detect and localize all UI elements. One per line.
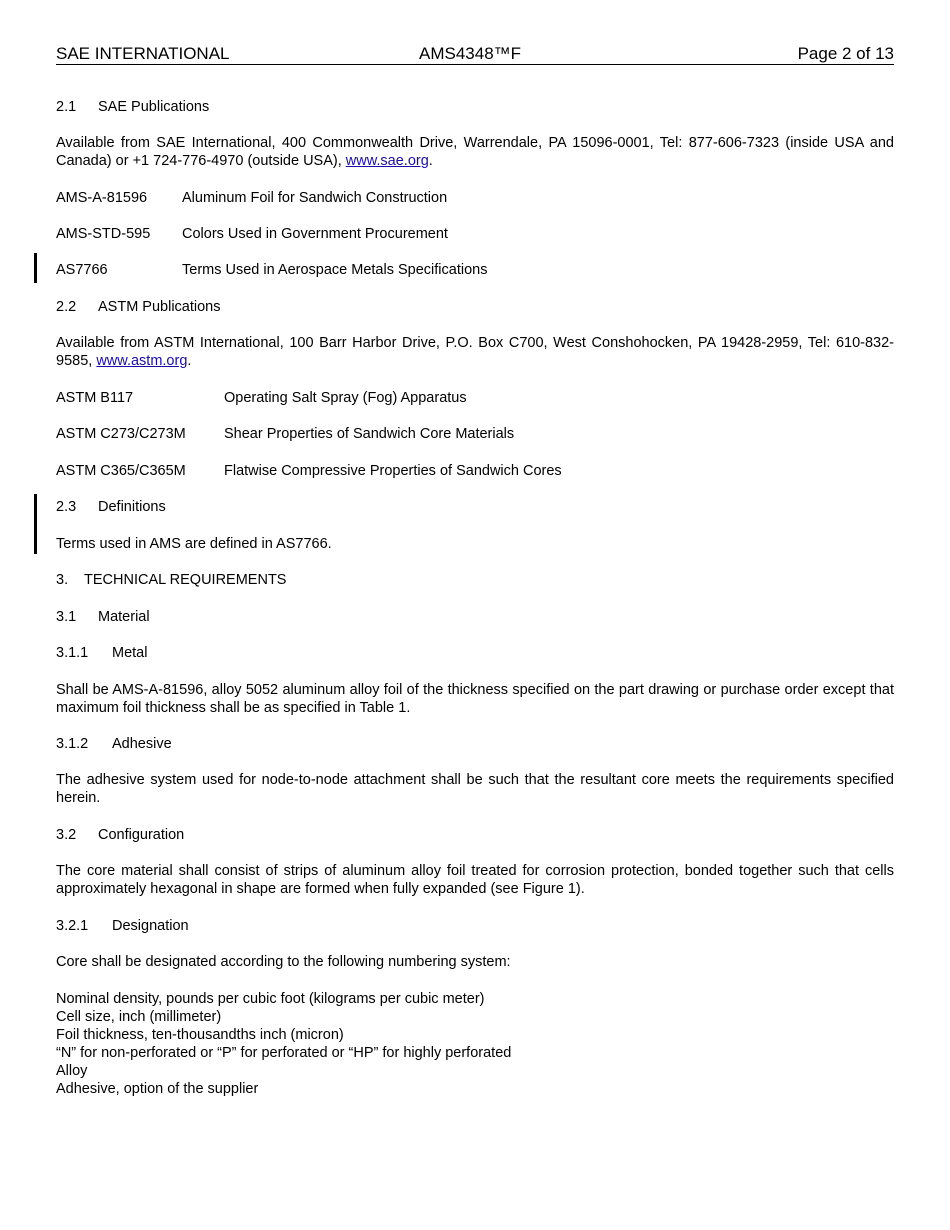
reference-code: ASTM C365/C365M — [56, 463, 186, 479]
sae-website-link[interactable]: www.sae.org — [345, 153, 429, 169]
designation-intro: Core shall be designated according to the following numbering system: — [56, 954, 511, 970]
section-2-2-heading — [56, 298, 221, 316]
section-number: 2.2 — [56, 299, 77, 315]
section-title: Definitions — [98, 499, 166, 515]
designation-list — [56, 990, 511, 1098]
section-number: 3.1.1 — [56, 645, 89, 661]
section-number: 3.2.1 — [56, 918, 89, 934]
astm-availability-paragraph: Available from ASTM International, 100 Barr Harbor Drive, P.O. Box C700, West Conshohocken, PA 19428-2959, Tel: 610-832-9585, www.astm.org. — [56, 335, 894, 369]
section-3-1-heading — [56, 608, 150, 626]
section-title: Designation — [112, 918, 189, 934]
reference-code: AS7766 — [56, 262, 108, 278]
section-3-1-1-heading — [56, 644, 147, 662]
section-number: 3.2 — [56, 827, 77, 843]
list-item: “N” for non-perforated or “P” for perforated or “HP” for highly perforated — [56, 1045, 512, 1061]
definitions-text: Terms used in AMS are defined in AS7766. — [56, 536, 332, 552]
section-number: 2.3 — [56, 499, 77, 515]
page-header — [56, 44, 894, 65]
reference-title: Colors Used in Government Procurement — [182, 226, 448, 242]
section-3-1-2-heading — [56, 735, 172, 753]
header-org: SAE INTERNATIONAL — [56, 44, 230, 63]
list-item: Cell size, inch (millimeter) — [56, 1009, 222, 1025]
paragraph-text: Available from SAE International, 400 Commonwealth Drive, Warrendale, PA 15096-0001, Tel: 877-606-7323 (inside USA and Canada) or +1 724-776-4970 (outside USA), — [56, 135, 894, 169]
reference-code: ASTM B117 — [56, 390, 134, 406]
revision-change-bar — [34, 253, 37, 283]
reference-title: Aluminum Foil for Sandwich Construction — [182, 190, 448, 206]
list-item: Nominal density, pounds per cubic foot (kilograms per cubic meter) — [56, 991, 485, 1007]
section-number: 3.1.2 — [56, 736, 89, 752]
sae-availability-paragraph: Available from SAE International, 400 Commonwealth Drive, Warrendale, PA 15096-0001, Tel: 877-606-7323 (inside USA and Canada) or +1 724-776-4970 (outside USA), www.sae.org. — [56, 135, 894, 169]
section-2-3-heading — [56, 498, 166, 516]
header-page-number: Page 2 of 13 — [797, 44, 894, 63]
section-number: 2.1 — [56, 99, 77, 115]
section-title: Material — [98, 609, 150, 625]
adhesive-paragraph: The adhesive system used for node-to-node attachment shall be such that the resultant core meets the requirements specified herein. — [56, 772, 894, 806]
configuration-paragraph: The core material shall consist of strips of aluminum alloy foil treated for corrosion protection, bonded together such that cells approximately hexagonal in shape are formed when fully expanded (see Figure 1). — [56, 863, 894, 897]
reference-title: Terms Used in Aerospace Metals Specifications — [182, 262, 488, 278]
reference-title: Operating Salt Spray (Fog) Apparatus — [224, 390, 467, 406]
section-number: 3. — [56, 572, 69, 588]
paragraph-text: Available from ASTM International, 100 Barr Harbor Drive, P.O. Box C700, West Conshohocken, PA 19428-2959, Tel: 610-832-9585, — [56, 335, 894, 369]
reference-title: Flatwise Compressive Properties of Sandwich Cores — [224, 463, 562, 479]
section-title: Configuration — [98, 827, 185, 843]
list-item: Alloy — [56, 1063, 88, 1079]
metal-paragraph: Shall be AMS-A-81596, alloy 5052 aluminum alloy foil of the thickness specified on the part drawing or purchase order except that maximum foil thickness shall be as specified in Table 1. — [56, 682, 894, 716]
header-doc-id: AMS4348™F — [419, 44, 522, 63]
section-title: Adhesive — [112, 736, 172, 752]
reference-code: AMS-STD-595 — [56, 226, 151, 242]
revision-change-bar — [34, 494, 37, 554]
section-3-2-1-heading — [56, 917, 189, 935]
reference-title: Shear Properties of Sandwich Core Materials — [224, 426, 515, 442]
astm-website-link[interactable]: www.astm.org — [96, 353, 188, 369]
list-item: Foil thickness, ten-thousandths inch (micron) — [56, 1027, 344, 1043]
list-item: Adhesive, option of the supplier — [56, 1081, 259, 1097]
section-title: SAE Publications — [98, 99, 210, 115]
section-title: ASTM Publications — [98, 299, 221, 315]
section-3-heading — [56, 571, 286, 589]
reference-code: AMS-A-81596 — [56, 190, 148, 206]
section-2-1-heading — [56, 98, 209, 116]
section-title: Metal — [112, 645, 148, 661]
section-title: TECHNICAL REQUIREMENTS — [84, 572, 287, 588]
reference-code: ASTM C273/C273M — [56, 426, 186, 442]
section-3-2-heading — [56, 826, 184, 844]
section-number: 3.1 — [56, 609, 77, 625]
